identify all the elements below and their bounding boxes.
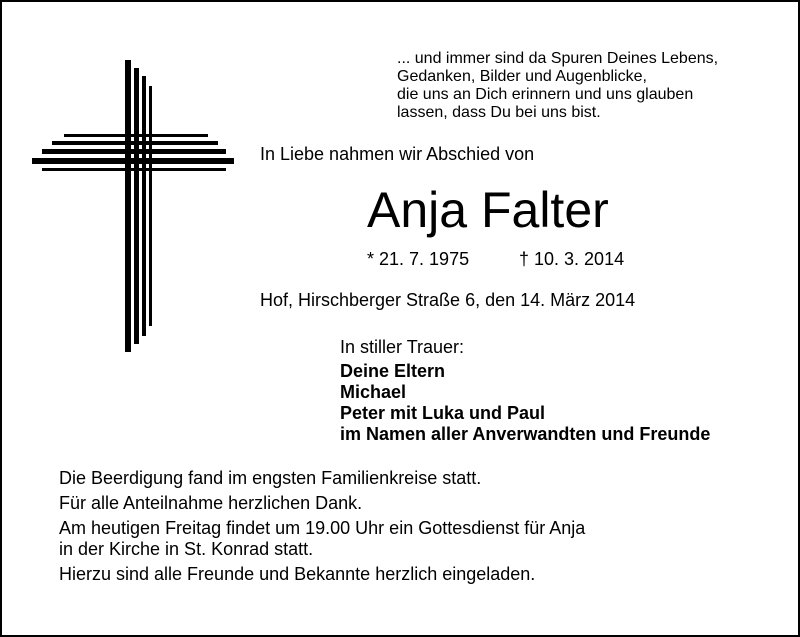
mourner: Deine Eltern — [340, 361, 446, 381]
mourners-list — [340, 361, 710, 445]
quote-line: die uns an Dich erinnern und uns glauben — [397, 86, 694, 103]
mourning-heading: In stiller Trauer: — [340, 337, 465, 357]
death-date: † 10. 3. 2014 — [519, 249, 625, 269]
quote-line: Gedanken, Bilder und Augenblicke, — [397, 68, 647, 85]
birth-date: * 21. 7. 1975 — [367, 249, 470, 269]
quote-line: ... und immer sind da Spuren Deines Lebens, — [397, 50, 719, 67]
mourner: Michael — [340, 382, 407, 402]
notice-line: Für alle Anteilnahme herzlichen Dank. — [59, 493, 363, 513]
deceased-name: Anja Falter — [367, 182, 609, 238]
mourner: Peter mit Luka und Paul — [340, 403, 546, 423]
notice-line: Hierzu sind alle Freunde und Bekannte herzlich eingeladen. — [59, 564, 536, 584]
mourner: im Namen aller Anverwandten und Freunde — [340, 424, 711, 444]
quote-line: lassen, dass Du bei uns bist. — [397, 104, 601, 121]
cross-icon — [30, 60, 240, 355]
notices — [59, 468, 585, 585]
notice-line: Am heutigen Freitag findet um 19.00 Uhr ein Gottesdienst für Anja — [59, 518, 586, 538]
notice-line: Die Beerdigung fand im engsten Familienkreise statt. — [59, 468, 482, 488]
quote — [397, 50, 718, 122]
notice-line: in der Kirche in St. Konrad statt. — [59, 539, 314, 559]
intro-text: In Liebe nahmen wir Abschied von — [260, 144, 535, 164]
place-and-date: Hof, Hirschberger Straße 6, den 14. März 2014 — [260, 290, 636, 310]
